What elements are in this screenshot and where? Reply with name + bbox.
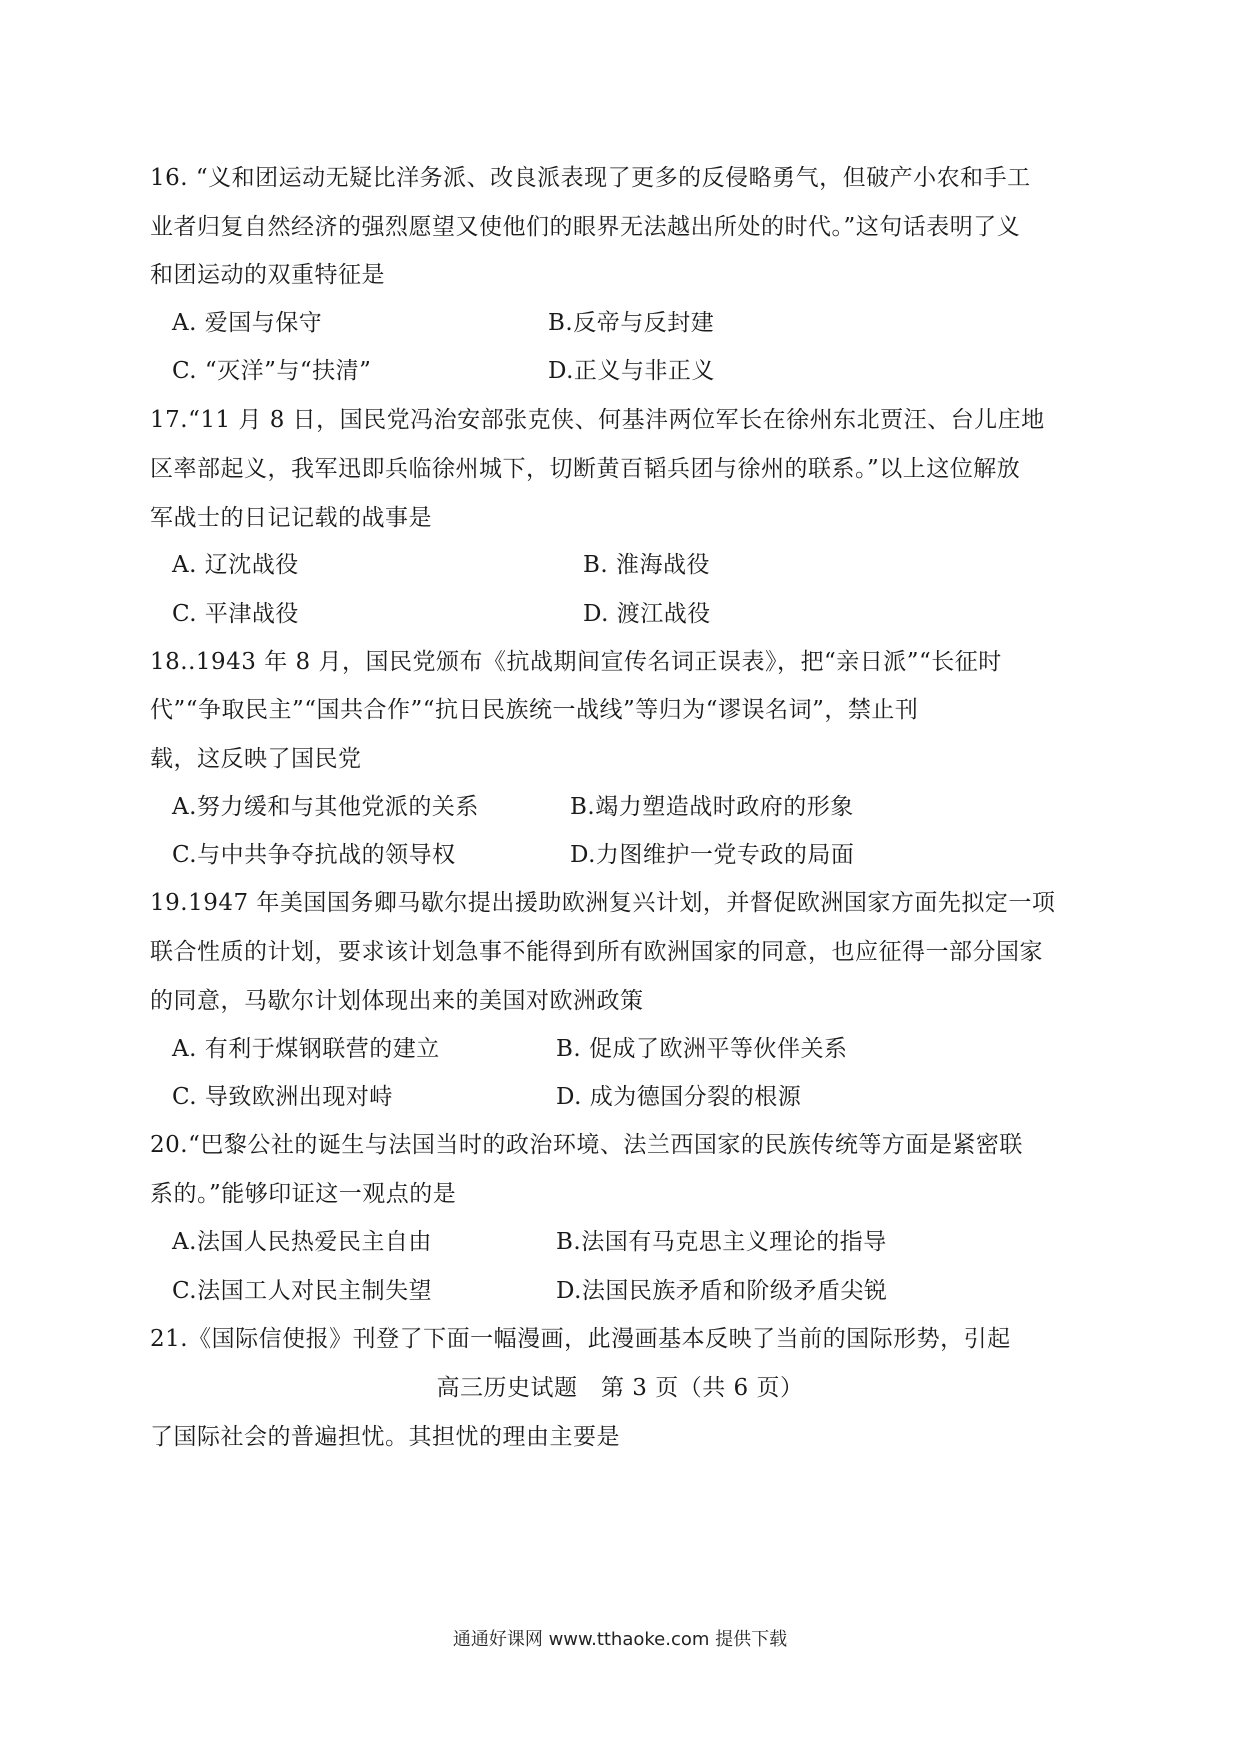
q19-option-b: B. 促成了欧洲平等伙伴关系 <box>556 1036 848 1062</box>
q20-stem-line-1: 20.“巴黎公社的诞生与法国当时的政治环境、法兰西国家的民族传统等方面是紧密联 <box>150 1132 1023 1158</box>
q18-stem-line-2: 代”“争取民主”“国共合作”“抗日民族统一战线”等归为“谬误名词”，禁止刊 <box>150 697 919 723</box>
q21-stem-line-2: 了国际社会的普遍担忧。其担忧的理由主要是 <box>150 1424 620 1450</box>
q16-option-c: C. “灭洋”与“扶清” <box>172 358 372 384</box>
q20-option-c: C.法国工人对民主制失望 <box>172 1278 433 1304</box>
q18-option-b: B.竭力塑造战时政府的形象 <box>570 794 854 820</box>
q17-option-d: D. 渡江战役 <box>583 601 711 627</box>
q18-option-c: C.与中共争夺抗战的领导权 <box>172 842 456 868</box>
q19-stem-line-3: 的同意，马歇尔计划体现出来的美国对欧洲政策 <box>150 988 644 1014</box>
q17-option-c: C. 平津战役 <box>172 601 299 627</box>
q16-stem-line-2: 业者归复自然经济的强烈愿望又使他们的眼界无法越出所处的时代。”这句话表明了义 <box>150 214 1021 240</box>
q17-option-a: A. 辽沈战役 <box>172 552 299 578</box>
q16-stem-line-1: 16. “义和团运动无疑比洋务派、改良派表现了更多的反侵略勇气，但破产小农和手工 <box>150 165 1031 191</box>
q18-stem-line-1: 18..1943 年 8 月，国民党颁布《抗战期间宣传名词正误表》，把“亲日派”“长征时 <box>150 649 1002 675</box>
q16-option-d: D.正义与非正义 <box>548 358 715 384</box>
q19-stem-line-1: 19.1947 年美国国务卿马歇尔提出援助欧洲复兴计划，并督促欧洲国家方面先拟定一项 <box>150 890 1056 916</box>
q19-option-a: A. 有利于煤钢联营的建立 <box>172 1036 440 1062</box>
q17-stem-line-2: 区率部起义，我军迅即兵临徐州城下，切断黄百韬兵团与徐州的联系。”以上这位解放 <box>150 456 1021 482</box>
q16-option-b: B.反帝与反封建 <box>548 310 715 336</box>
q20-option-d: D.法国民族矛盾和阶级矛盾尖锐 <box>556 1278 888 1304</box>
source-footer: 通通好课网 www.tthaoke.com 提供下载 <box>452 1629 788 1650</box>
q19-option-d: D. 成为德国分裂的根源 <box>556 1084 802 1110</box>
q18-option-d: D.力图维护一党专政的局面 <box>570 842 855 868</box>
q17-stem-line-1: 17.“11 月 8 日，国民党冯治安部张克侠、何基沣两位军长在徐州东北贾汪、台儿庄地 <box>150 407 1045 433</box>
q20-stem-line-2: 系的。”能够印证这一观点的是 <box>150 1181 457 1207</box>
q19-option-c: C. 导致欧洲出现对峙 <box>172 1084 393 1110</box>
q19-stem-line-2: 联合性质的计划，要求该计划急事不能得到所有欧洲国家的同意，也应征得一部分国家 <box>150 939 1043 965</box>
q16-option-a: A. 爱国与保守 <box>172 310 323 336</box>
q16-stem-line-3: 和团运动的双重特征是 <box>150 262 385 288</box>
q18-option-a: A.努力缓和与其他党派的关系 <box>172 794 479 820</box>
q17-stem-line-3: 军战士的日记记载的战事是 <box>150 505 432 531</box>
q21-stem-line-1: 21.《国际信使报》刊登了下面一幅漫画，此漫画基本反映了当前的国际形势，引起 <box>150 1326 1011 1352</box>
q20-option-a: A.法国人民热爱民主自由 <box>172 1229 432 1255</box>
q18-stem-line-3: 载，这反映了国民党 <box>150 746 362 772</box>
q17-option-b: B. 淮海战役 <box>583 552 711 578</box>
page-number-footer: 高三历史试题 第 3 页（共 6 页） <box>436 1375 804 1401</box>
q20-option-b: B.法国有马克思主义理论的指导 <box>556 1229 887 1255</box>
